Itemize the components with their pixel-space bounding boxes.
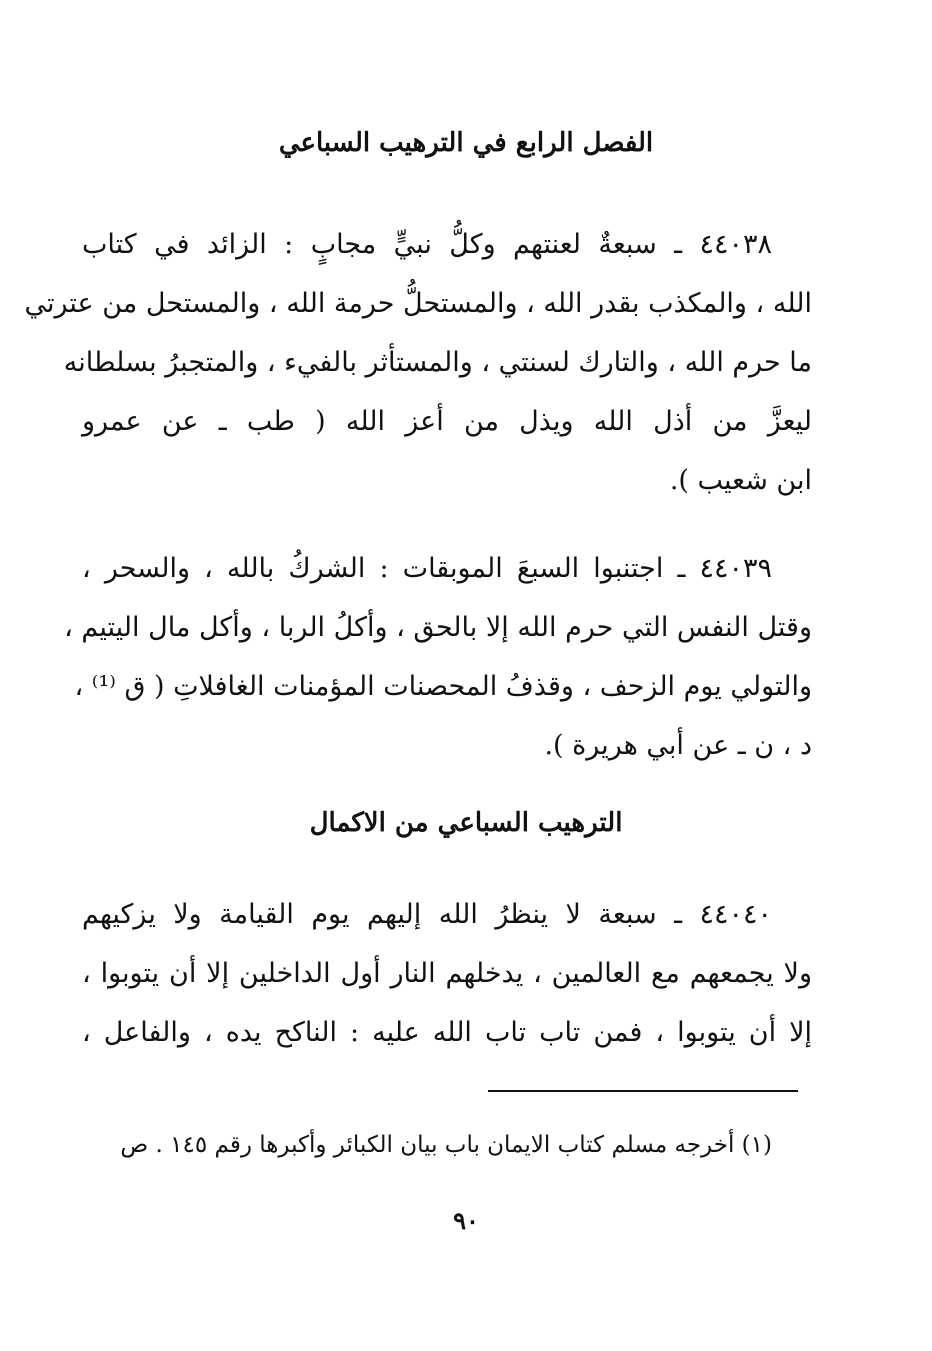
text-line: والتولي يوم الزحف ، وقذفُ المحصنات المؤمنات الغافلاتِ ( ق ⁽¹⁾ ،	[74, 671, 812, 702]
footnote: (١) أخرجه مسلم كتاب الايمان باب بيان الكبائر وأكبرها رقم ١٤٥ . ص	[120, 1132, 772, 1158]
text-line: وقتل النفس التي حرم الله إلا بالحق ، وأكلُ الربا ، وأكل مال اليتيم ،	[64, 612, 812, 643]
hadith-44040	[82, 885, 812, 1062]
text-line: ما حرم الله ، والتارك لسنتي ، والمستأثر بالفيء ، والمتجبرُ بسلطانه	[63, 347, 812, 378]
page-number: ٩٠	[453, 1206, 479, 1235]
section-heading: الترهيب السباعي من الاكمال	[309, 808, 623, 838]
text-line: د ، ن ـ عن أبي هريرة ).	[544, 730, 812, 761]
text-line: ولا يجمعهم مع العالمين ، يدخلهم النار أول الداخلين إلا أن يتوبوا ،	[82, 958, 812, 989]
text-line: إلا أن يتوبوا ، فمن تاب تاب الله عليه : الناكح يده ، والفاعل ،	[82, 1017, 813, 1048]
hadith-44038	[24, 215, 812, 510]
text-line: ٤٤٠٣٨ ـ سبعةٌ لعنتهم وكلُّ نبيٍّ مجابٍ : الزائد في كتاب	[82, 229, 772, 260]
hadith-44039	[64, 539, 812, 775]
text-line: ليعزَّ من أذل الله ويذل من أعز الله ( طب ـ عن عمرو	[82, 406, 812, 437]
text-line: ابن شعيب ).	[669, 465, 812, 496]
text-line: الله ، والمكذب بقدر الله ، والمستحلُّ حرمة الله ، والمستحل من عترتي	[24, 288, 812, 319]
chapter-heading: الفصل الرابع في الترهيب السباعي	[278, 128, 654, 158]
text-line: ٤٤٠٤٠ ـ سبعة لا ينظرُ الله إليهم يوم القيامة ولا يزكيهم	[82, 899, 772, 930]
footnote-divider	[488, 1090, 798, 1092]
text-line: ٤٤٠٣٩ ـ اجتنبوا السبعَ الموبقات : الشركُ بالله ، والسحر ،	[82, 553, 772, 584]
